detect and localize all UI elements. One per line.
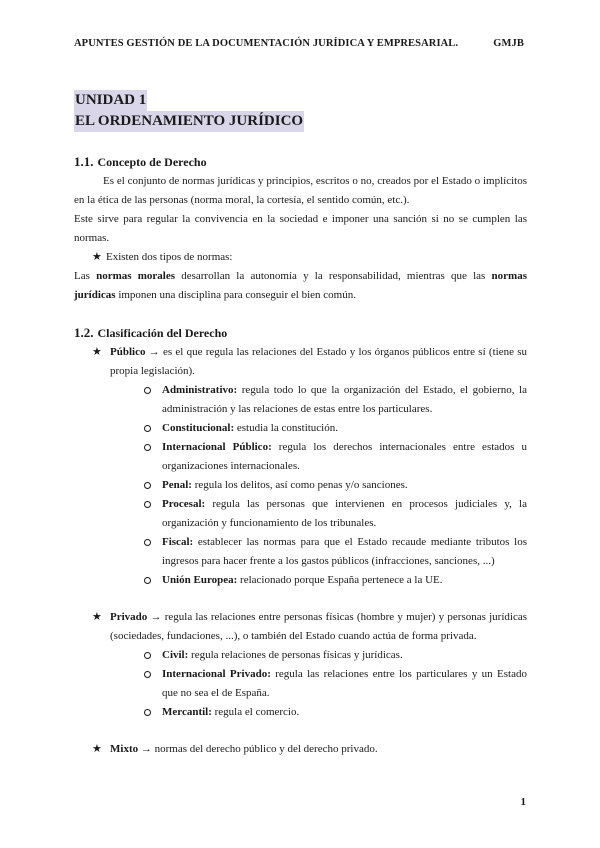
- circle-bullet-icon: [144, 539, 151, 546]
- list-item: [144, 495, 527, 533]
- bold-term: normas morales: [96, 270, 176, 282]
- item-label: Unión Europea:: [162, 574, 238, 586]
- list-item-publico: [92, 343, 527, 590]
- circle-bullet-icon: [144, 709, 151, 716]
- text-run: Las: [74, 270, 97, 282]
- item-text: regula las personas que intervienen en procesos judiciales y, la organización y funcionamiento de los tribunales.: [162, 498, 527, 529]
- item-text: regula todo lo que la organización del Estado, el gobierno, la administración y las relaciones de estas entre los particulares.: [162, 384, 527, 415]
- list-item: [144, 381, 527, 419]
- bullet-item: [74, 248, 527, 267]
- paragraph: [74, 267, 527, 305]
- item-label: Penal:: [162, 479, 192, 491]
- sublist-publico: [110, 381, 527, 590]
- document-body: [74, 152, 527, 759]
- header-title: APUNTES GESTIÓN DE LA DOCUMENTACIÓN JURÍDICA Y EMPRESARIAL.: [74, 38, 459, 49]
- item-text: regula el comercio.: [211, 706, 300, 718]
- item-label: Internacional Privado:: [162, 668, 271, 680]
- page-header: [74, 38, 526, 49]
- classification-list: [74, 343, 527, 759]
- section-number: 1.2.: [74, 325, 94, 340]
- circle-bullet-icon: [144, 425, 151, 432]
- item-label: Mercantil:: [162, 706, 212, 718]
- circle-bullet-icon: [144, 501, 151, 508]
- list-item: [144, 646, 527, 665]
- unit-title: EL ORDENAMIENTO JURÍDICO: [74, 111, 304, 132]
- unit-number: UNIDAD 1: [74, 90, 147, 111]
- item-label: Fiscal:: [162, 536, 194, 548]
- star-bullet-icon: ★: [92, 251, 102, 263]
- circle-bullet-icon: [144, 482, 151, 489]
- section-heading-2: [74, 323, 527, 343]
- item-text: establecer las normas para que el Estado recaude mediante tributos los ingresos para hacer frente a los gastos públicos (infracciones, sanciones, ...): [162, 536, 527, 567]
- bold-term: normas jurídicas: [74, 270, 527, 301]
- star-bullet-icon: ★: [92, 346, 102, 358]
- paragraph: Es el conjunto de normas jurídicas y principios, escritos o no, creados por el Estado o implícitos en la ética de las personas (norma moral, la cortesía, el sentido común, etc.).: [74, 175, 527, 206]
- item-text: → normas del derecho público y del derecho privado.: [138, 743, 378, 755]
- circle-bullet-icon: [144, 671, 151, 678]
- text-run: desarrollan la autonomía y la responsabilidad, mientras que las: [175, 270, 492, 282]
- circle-bullet-icon: [144, 387, 151, 394]
- section-title: Concepto de Derecho: [97, 155, 207, 169]
- paragraph: Este sirve para regular la convivencia en la sociedad e imponer una sanción si no se cumplen las normas.: [74, 213, 527, 244]
- item-label: Civil:: [162, 649, 189, 661]
- list-item: [144, 476, 527, 495]
- item-label: Constitucional:: [162, 422, 235, 434]
- list-item: [144, 703, 527, 722]
- item-text: estudia la constitución.: [234, 422, 338, 434]
- bullet-text: Existen dos tipos de normas:: [106, 251, 233, 263]
- circle-bullet-icon: [144, 652, 151, 659]
- item-text: → regula las relaciones entre personas físicas (hombre y mujer) y personas jurídicas (sociedades, fundaciones, ...), o también del Estado cuando actúa de forma privada.: [110, 611, 527, 642]
- item-text: → es el que regula las relaciones del Estado y los órganos públicos entre sí (tiene su propia legislación).: [110, 346, 527, 377]
- list-item: [144, 438, 527, 476]
- item-text: regula las relaciones entre los particulares y un Estado que no sea el de España.: [162, 668, 527, 699]
- item-text: regula los delitos, así como penas y/o sanciones.: [191, 479, 408, 491]
- list-item-privado: [92, 608, 527, 722]
- list-item-mixto: [92, 740, 527, 759]
- sublist-privado: [110, 646, 527, 722]
- circle-bullet-icon: [144, 577, 151, 584]
- list-item: [144, 665, 527, 703]
- item-label: Procesal:: [162, 498, 206, 510]
- star-bullet-icon: ★: [92, 611, 102, 623]
- item-label: Internacional Público:: [162, 441, 272, 453]
- unit-heading: [74, 90, 304, 132]
- item-text: relacionado porque España pertenece a la UE.: [237, 574, 443, 586]
- item-text: regula relaciones de personas físicas y jurídicas.: [188, 649, 403, 661]
- item-label: Público: [110, 346, 146, 358]
- list-item: [144, 419, 527, 438]
- section-number: 1.1.: [74, 154, 94, 169]
- item-text: regula los derechos internacionales entre estados u organizaciones internacionales.: [162, 441, 528, 472]
- list-item: [144, 571, 527, 590]
- list-item: [144, 533, 527, 571]
- section-heading-1: [74, 152, 527, 172]
- text-run: imponen una disciplina para conseguir el bien común.: [115, 289, 356, 301]
- page-number: 1: [520, 796, 526, 808]
- item-label: Administrativo:: [162, 384, 238, 396]
- header-author: GMJB: [493, 38, 524, 49]
- star-bullet-icon: ★: [92, 743, 102, 755]
- item-label: Mixto: [110, 743, 139, 755]
- item-label: Privado: [110, 611, 148, 623]
- circle-bullet-icon: [144, 444, 151, 451]
- section-title: Clasificación del Derecho: [97, 326, 228, 340]
